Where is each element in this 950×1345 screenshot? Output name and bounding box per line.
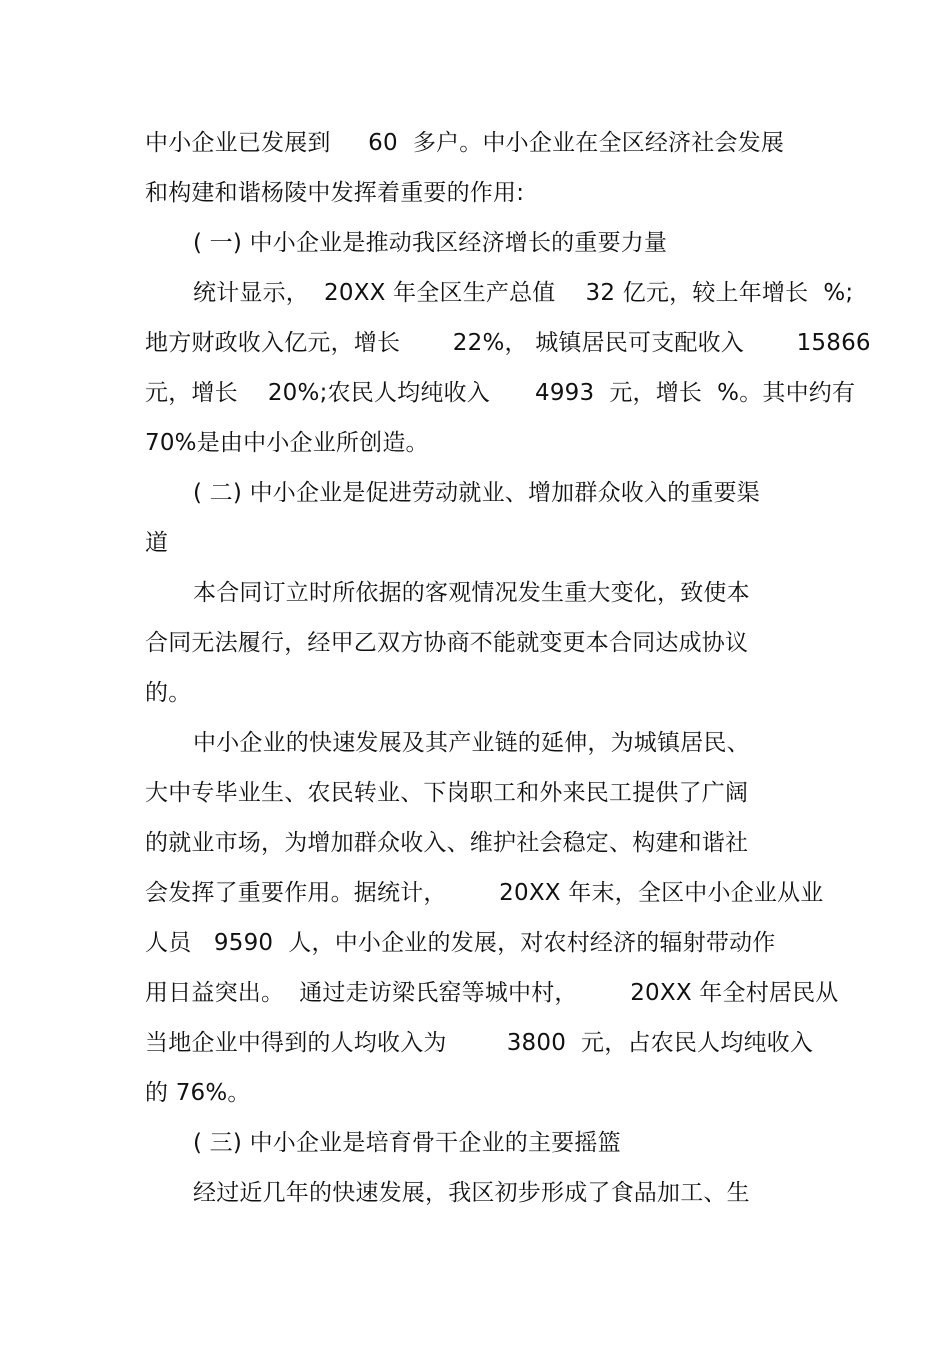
- text-line: 人员 9590 人，中小企业的发展，对农村经济的辐射带动作: [145, 930, 776, 956]
- text-line: 中小企业的快速发展及其产业链的延伸，为城镇居民、: [193, 730, 750, 756]
- text-line: 当地企业中得到的人均收入为 3800 元，占农民人均纯收入: [145, 1030, 814, 1056]
- text-line: 的就业市场，为增加群众收入、维护社会稳定、构建和谐社: [145, 830, 749, 856]
- text-line: 中小企业已发展到 60 多户。中小企业在全区经济社会发展: [145, 130, 785, 156]
- text-line: 70%是由中小企业所创造。: [145, 430, 429, 456]
- text-line: 元，增长 20%;农民人均纯收入 4993 元，增长 %。其中约有: [145, 380, 856, 406]
- text-line: 和构建和谐杨陵中发挥着重要的作用:: [145, 180, 525, 206]
- text-line: 合同无法履行，经甲乙双方协商不能就变更本合同达成协议: [145, 630, 749, 656]
- text-line: 用日益突出。 通过走访梁氏窑等城中村， 20XX 年全村居民从: [145, 980, 839, 1006]
- text-line: 道: [145, 530, 169, 556]
- text-line: 地方财政收入亿元，增长 22%， 城镇居民可支配收入 15866: [145, 330, 871, 356]
- text-line: 本合同订立时所依据的客观情况发生重大变化，致使本: [193, 580, 750, 606]
- text-line: 会发挥了重要作用。据统计， 20XX 年末，全区中小企业从业: [145, 880, 824, 906]
- section-heading: ( 二) 中小企业是促进劳动就业、增加群众收入的重要渠: [193, 480, 760, 506]
- text-line: 大中专毕业生、农民转业、下岗职工和外来民工提供了广阔: [145, 780, 749, 806]
- text-line: 经过近几年的快速发展，我区初步形成了食品加工、生: [193, 1180, 750, 1206]
- text-line: 的。: [145, 680, 192, 706]
- section-heading: ( 一) 中小企业是推动我区经济增长的重要力量: [193, 230, 668, 256]
- section-heading: ( 三) 中小企业是培育骨干企业的主要摇篮: [193, 1130, 621, 1156]
- text-line: 的 76%。: [145, 1080, 251, 1106]
- text-line: 统计显示， 20XX 年全区生产总值 32 亿元，较上年增长 %;: [193, 280, 854, 306]
